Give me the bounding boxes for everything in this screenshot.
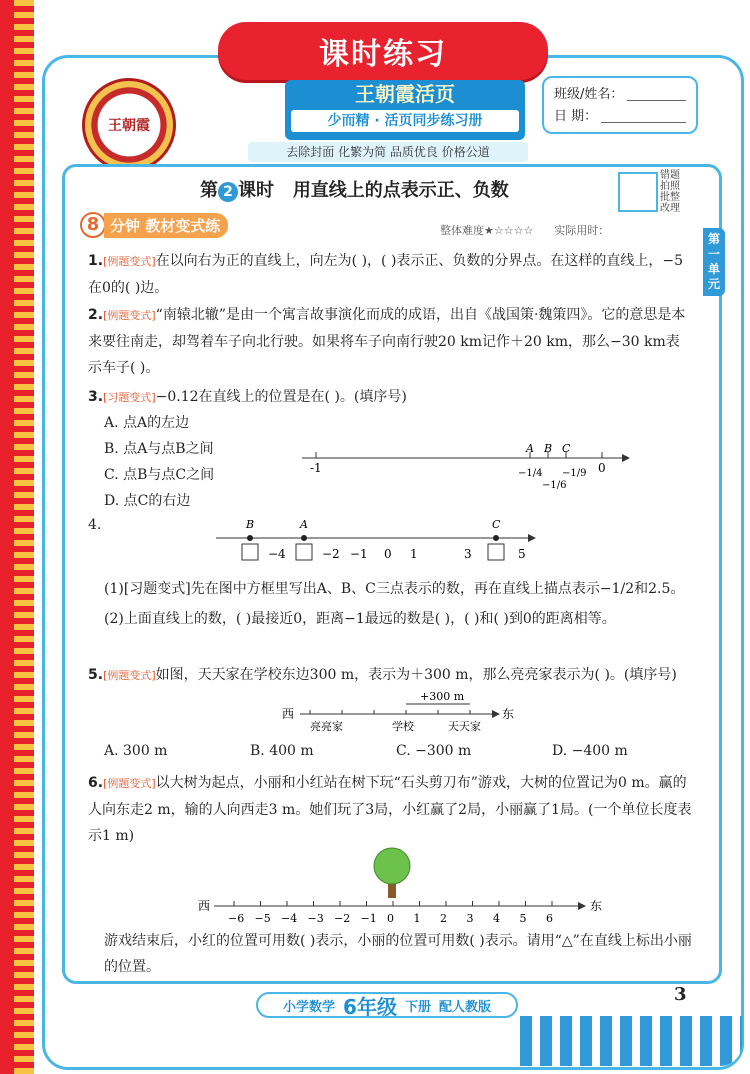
page-number: 3 (674, 984, 687, 1005)
review-labels (660, 170, 694, 214)
question-6 (88, 770, 692, 849)
question-1 (88, 248, 692, 301)
header-title: 课时练习 (218, 22, 548, 80)
unit-side-tab: 第一单元 (703, 228, 725, 296)
q6-tick-label: −3 (307, 912, 324, 925)
q6-tag: [例题变式] (103, 777, 156, 790)
q3-label-zero: 0 (598, 461, 606, 475)
q4-tick-5: 1 (410, 547, 418, 561)
q4-tick-1: −4 (268, 547, 286, 561)
brand-tagline: 少而精 · 活页同步练习册 (291, 110, 519, 132)
lesson-prefix: 第 (200, 180, 218, 201)
review-checkbox[interactable] (618, 172, 658, 212)
name-label: 班级/姓名： (554, 87, 624, 102)
q3-label-a: A (526, 442, 534, 455)
brand-name: 王朝霞活页 (355, 82, 455, 106)
q4-tick-4: 0 (384, 547, 392, 561)
q4-box-b[interactable] (242, 544, 258, 560)
footer-banner (256, 992, 518, 1018)
q6-tick-label: 5 (519, 912, 527, 925)
q3-option-a: A. 点A的左边 (104, 415, 190, 431)
q5-east: 东 (502, 707, 515, 721)
date-label: 日 期： (554, 109, 598, 124)
footer-stripes (520, 1016, 742, 1066)
q3-options (104, 410, 304, 514)
q6-tick-label: −6 (228, 912, 245, 925)
q1-text: 在以向右为正的直线上，向左为( )，( )表示正、负数的分界点。在这样的直线上，−5在0的( )边。 (88, 253, 684, 296)
q3-frac-2: −1/6 (542, 480, 567, 491)
q5-number-line (280, 688, 520, 738)
review-l1: 错题 (660, 170, 680, 181)
q3-label-b: B (544, 442, 553, 455)
q6-tick-label: 4 (493, 912, 500, 925)
q5-option-c: C. −300 m (396, 743, 472, 759)
q4-point-a: A (300, 518, 308, 531)
q4-tick-3: −1 (350, 547, 368, 561)
q6-tick-label: −5 (254, 912, 271, 925)
q5-place-1: 亮亮家 (310, 720, 343, 733)
q5-option-d: D. −400 m (552, 743, 628, 759)
q6-text: 以大树为起点，小丽和小红站在树下玩“石头剪刀布”游戏，大树的位置记为0 m。赢的人向东走2 m，输的人向西走3 m。她们玩了3局，小红赢了2局，小丽赢了1局。(一个单位长度表示1 m) (88, 775, 692, 844)
section-badge (80, 212, 228, 238)
q4-number-line (212, 516, 542, 564)
q3-option-d: D. 点C的右边 (104, 493, 191, 509)
q4-num: 4. (88, 517, 102, 533)
section-minutes: 8 (80, 212, 106, 238)
lesson-suffix: 课时 (238, 180, 274, 201)
q3-tag: [习题变式] (103, 391, 156, 404)
q4-point-b: B (246, 518, 255, 531)
q4-part-2: (2)上面直线上的数，( )最接近0，距离−1最远的数是( )，( )和( )到0的距离相等。 (104, 611, 616, 627)
q3-frac-1: −1/4 (518, 468, 543, 479)
q4-point-c: C (492, 518, 501, 531)
review-l3: 批整 (660, 192, 680, 203)
q3-text: −0.12在直线上的位置是在( )。(填序号) (155, 389, 407, 405)
q6-number-line (196, 896, 604, 926)
footer-term: 下册 (404, 999, 431, 1015)
name-field[interactable] (627, 84, 686, 101)
lesson-topic: 用直线上的点表示正、负数 (292, 180, 509, 201)
q3-frac-3: −1/9 (562, 468, 587, 479)
footer-grade: 6年级 (343, 994, 397, 1019)
brand-banner (285, 80, 525, 140)
q6-tick-label: 1 (413, 912, 421, 925)
q6-tick-label: −2 (334, 912, 351, 925)
q3-option-c: C. 点B与点C之间 (104, 467, 215, 483)
q5-option-a: A. 300 m (104, 743, 168, 759)
q6-tick-label: 6 (546, 912, 553, 925)
review-l4: 改理 (660, 203, 680, 214)
q4-tick-2: −2 (322, 547, 340, 561)
q3-num: 3. (88, 389, 104, 405)
brand-logo (82, 78, 176, 172)
q5-option-b: B. 400 m (250, 743, 314, 759)
q6-east: 东 (590, 899, 603, 913)
q5-place-3: 天天家 (448, 720, 481, 733)
difficulty-row (440, 222, 609, 238)
q5-west: 西 (282, 707, 295, 721)
q3-number-line (296, 436, 636, 496)
q5-place-2: 学校 (392, 720, 414, 733)
q5-num: 5. (88, 667, 104, 683)
q6-tick-label: 2 (440, 912, 447, 925)
q6-end: 游戏结束后，小红的位置可用数( )表示，小丽的位置可用数( )表示。请用“△”在直线上标出小丽的位置。 (104, 933, 692, 975)
q4-tick-7: 5 (518, 547, 526, 561)
lesson-number: 2 (218, 182, 238, 202)
q2-text: “南辕北辙”是由一个寓言故事演化而成的成语，出自《战国策·魏策四》。它的意思是本来要往南走，却驾着车子向北行驶。如果将车子向南行驶20 km记作＋20 km，那么−30 km表示车子( )。 (88, 307, 686, 376)
q4-tick-6: 3 (464, 547, 472, 561)
q2-num: 2. (88, 307, 104, 323)
question-3 (88, 384, 692, 411)
lesson-title (200, 176, 509, 202)
q1-num: 1. (88, 253, 104, 269)
q5-text: 如图，天天家在学校东边300 m，表示为＋300 m，那么亮亮家表示为( )。(填序号) (155, 667, 677, 683)
footer-edition: 配人教版 (438, 999, 491, 1015)
q6-tick-label: −4 (281, 912, 298, 925)
q4-part-1: (1)[习题变式]先在图中方框里写出A、B、C三点表示的数，再在直线上描点表示−1/2和2.5。 (104, 581, 685, 597)
section-label: 分钟 教材变式练 (104, 213, 228, 238)
left-decorative-strip (0, 0, 34, 1074)
q4-box-c[interactable] (488, 544, 504, 560)
q3-label-neg1: -1 (310, 461, 322, 475)
question-2 (88, 302, 692, 381)
q6-num: 6. (88, 775, 104, 791)
q5-plus: +300 m (420, 690, 465, 703)
q6-tick-label: 3 (466, 912, 474, 925)
slogan: 去除封面 化繁为简 品质优良 价格公道 (248, 142, 528, 162)
difficulty-label: 整体难度★☆☆☆☆ (440, 224, 534, 237)
question-5 (88, 662, 692, 689)
time-label: 实际用时： (554, 224, 610, 237)
q2-tag: [例题变式] (103, 309, 156, 322)
review-l2: 拍照 (660, 181, 680, 192)
q3-option-b: B. 点A与点B之间 (104, 441, 214, 457)
q6-west: 西 (198, 899, 211, 913)
date-field[interactable] (601, 106, 686, 123)
q3-label-c: C (562, 442, 571, 455)
tree-icon (370, 846, 414, 898)
q6-tick-label: 0 (387, 912, 394, 925)
footer-subject: 小学数学 (283, 999, 336, 1015)
logo-text: 王朝霞 (108, 118, 150, 134)
q4-box-a[interactable] (296, 544, 312, 560)
q1-tag: [例题变式] (103, 255, 156, 268)
student-info-box (542, 76, 698, 134)
q5-tag: [例题变式] (103, 669, 156, 682)
q6-tick-label: −1 (360, 912, 377, 925)
